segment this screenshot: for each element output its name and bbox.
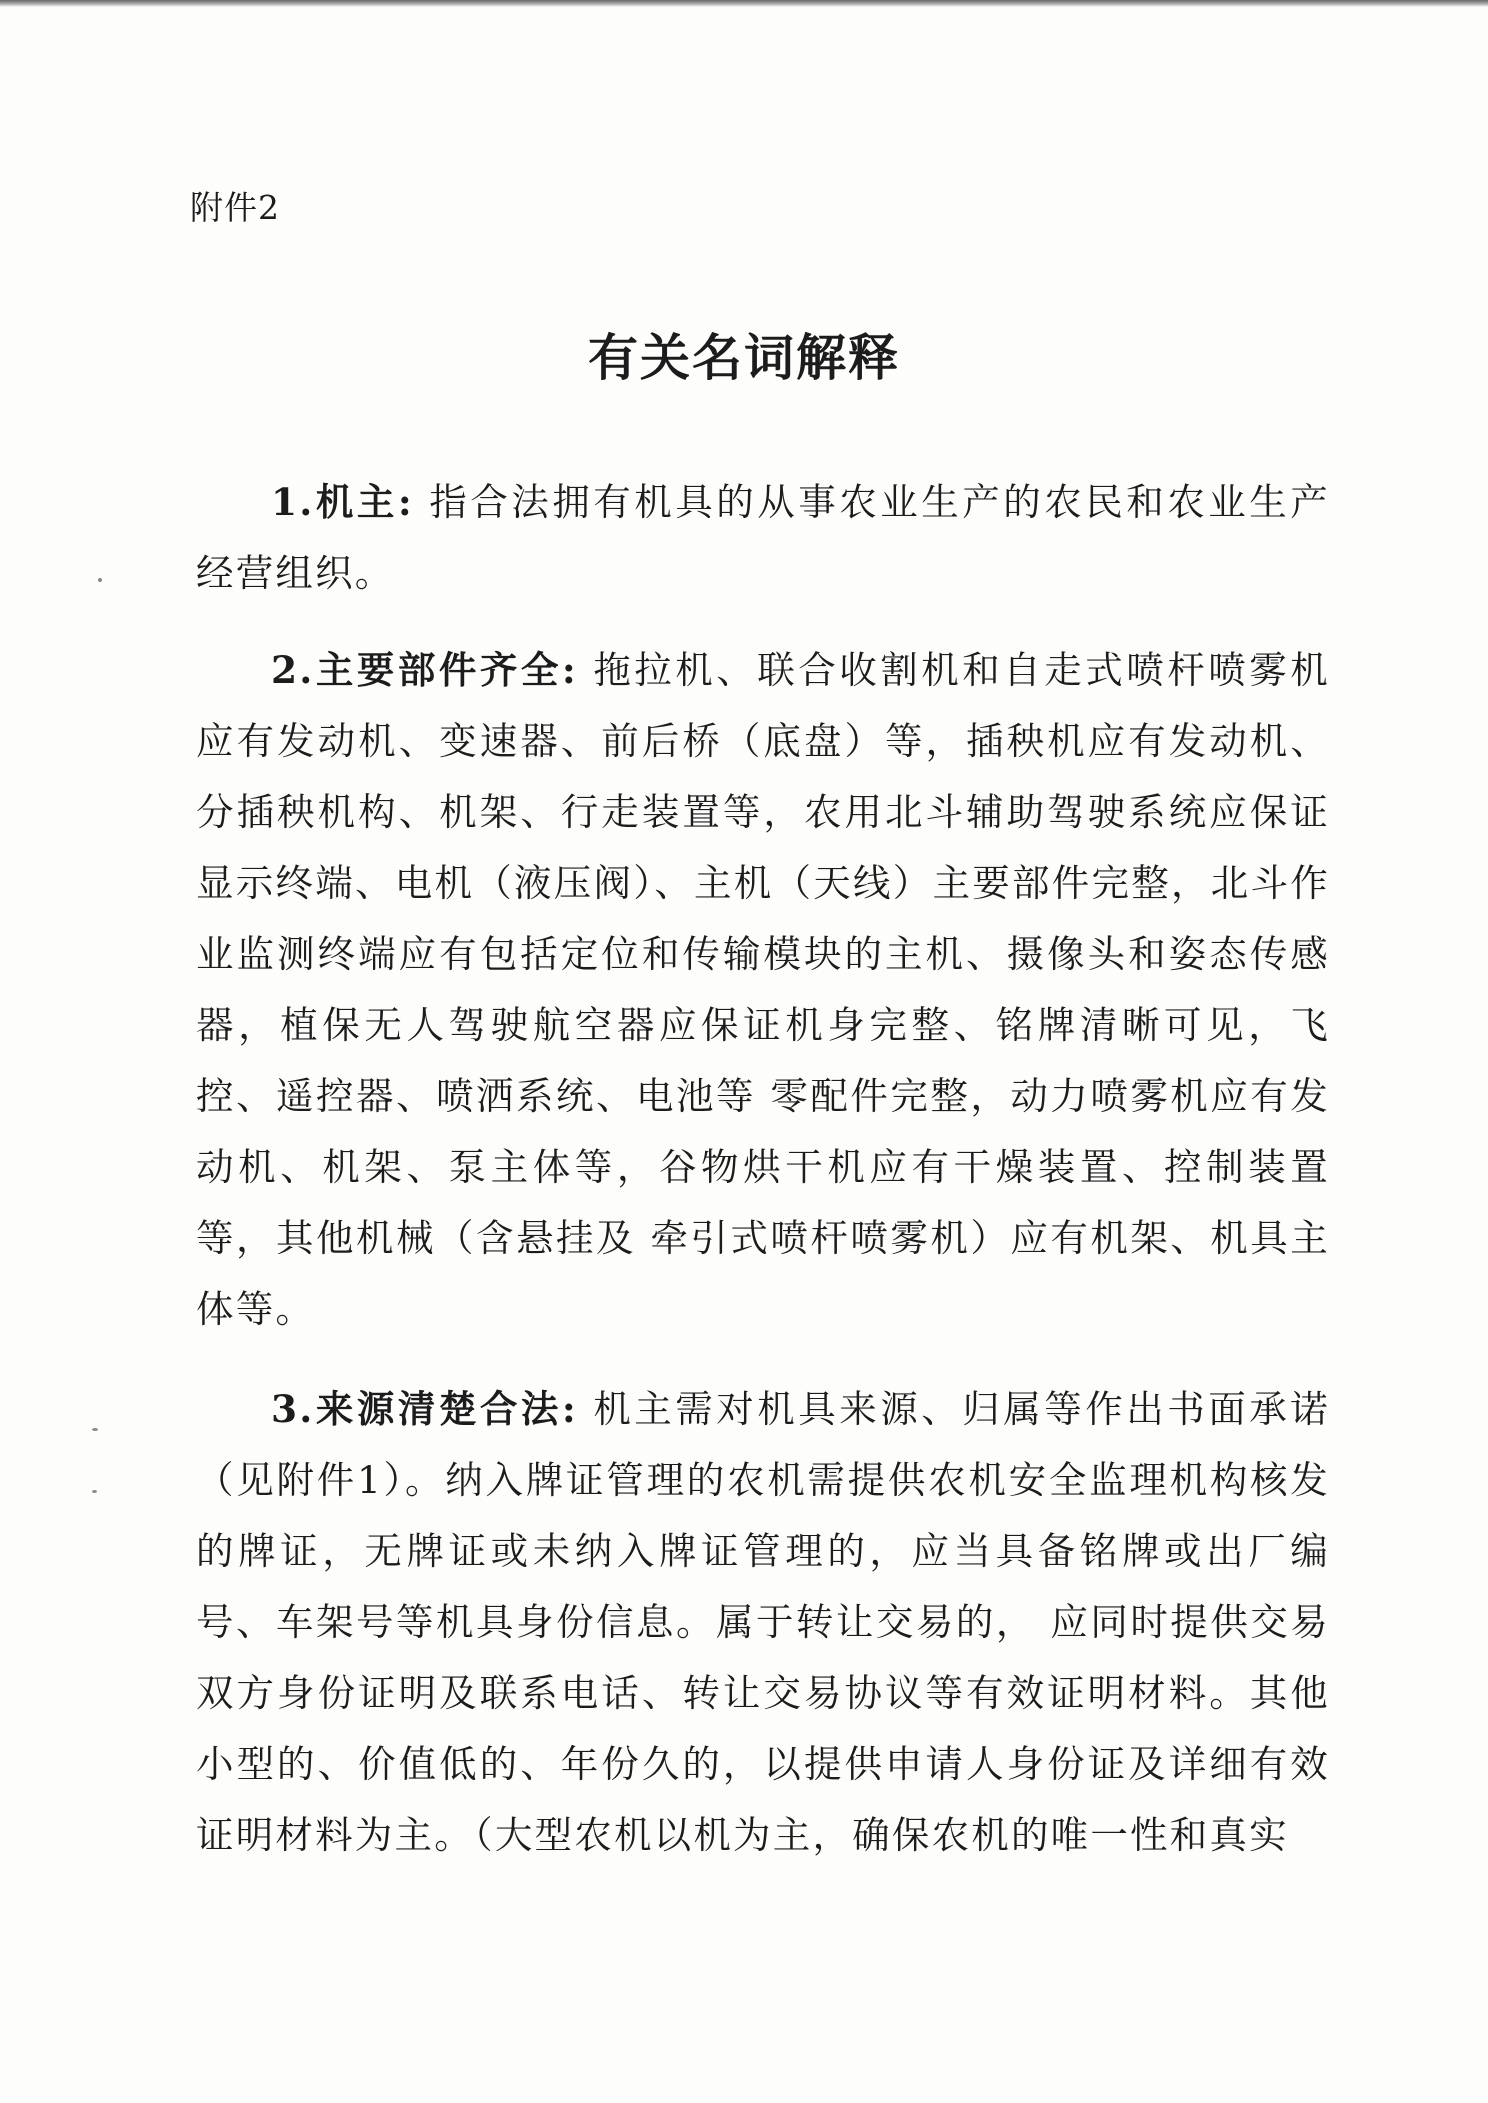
scan-speck [98, 578, 102, 582]
scan-speck [92, 1490, 97, 1493]
definition-paragraph-owner [196, 467, 1330, 609]
attachment-label: 附件2 [190, 188, 280, 227]
definition-term: 1.机主: [271, 480, 414, 524]
definition-term: 2.主要部件齐全: [271, 648, 578, 692]
definition-text: 机主需对机具来源、归属等作出书面承诺（见附件1）。纳入牌证管理的农机需提供农机安全监理机构核发的牌证，无牌证或未纳入牌证管理的，应当具备铭牌或出厂编号、车架号等机具身份信息。属于转让交易的， 应同时提供交易双方身份证明及联系电话、转让交易协议等有效证明材料。其他小型的、价值低的、年份久的，以提供申请人身份证及详细有效证明材料为主。（大型农机以机为主，确保农机的唯一性和真实 [196, 1387, 1330, 1857]
definition-text: 拖拉机、联合收割机和自走式喷杆喷雾机应有发动机、变速器、前后桥（底盘）等，插秧机应有发动机、分插秧机构、机架、行走装置等，农用北斗辅助驾驶系统应保证显示终端、电机（液压阀）、主机（天线）主要部件完整，北斗作业监测终端应有包括定位和传输模块的主机、摄像头和姿态传感器，植保无人驾驶航空器应保证机身完整、铭牌清晰可见，飞控、遥控器、喷洒系统、电池等 零配件完整，动力喷雾机应有发动机、机架、泵主体等，谷物烘干机应有干燥装置、控制装置等，其他机械（含悬挂及 牵引式喷杆喷雾机）应有机架、机具主体等。 [196, 648, 1330, 1331]
definition-paragraph-source [196, 1374, 1330, 1871]
definition-paragraph-components [196, 635, 1330, 1345]
definition-term: 3.来源清楚合法: [271, 1387, 578, 1431]
scan-top-edge [0, 0, 1488, 7]
scan-speck [92, 1428, 98, 1431]
document-title: 有关名词解释 [588, 328, 900, 387]
definition-text: 指合法拥有机具的从事农业生产的农民和农业生产经营组织。 [196, 480, 1330, 595]
